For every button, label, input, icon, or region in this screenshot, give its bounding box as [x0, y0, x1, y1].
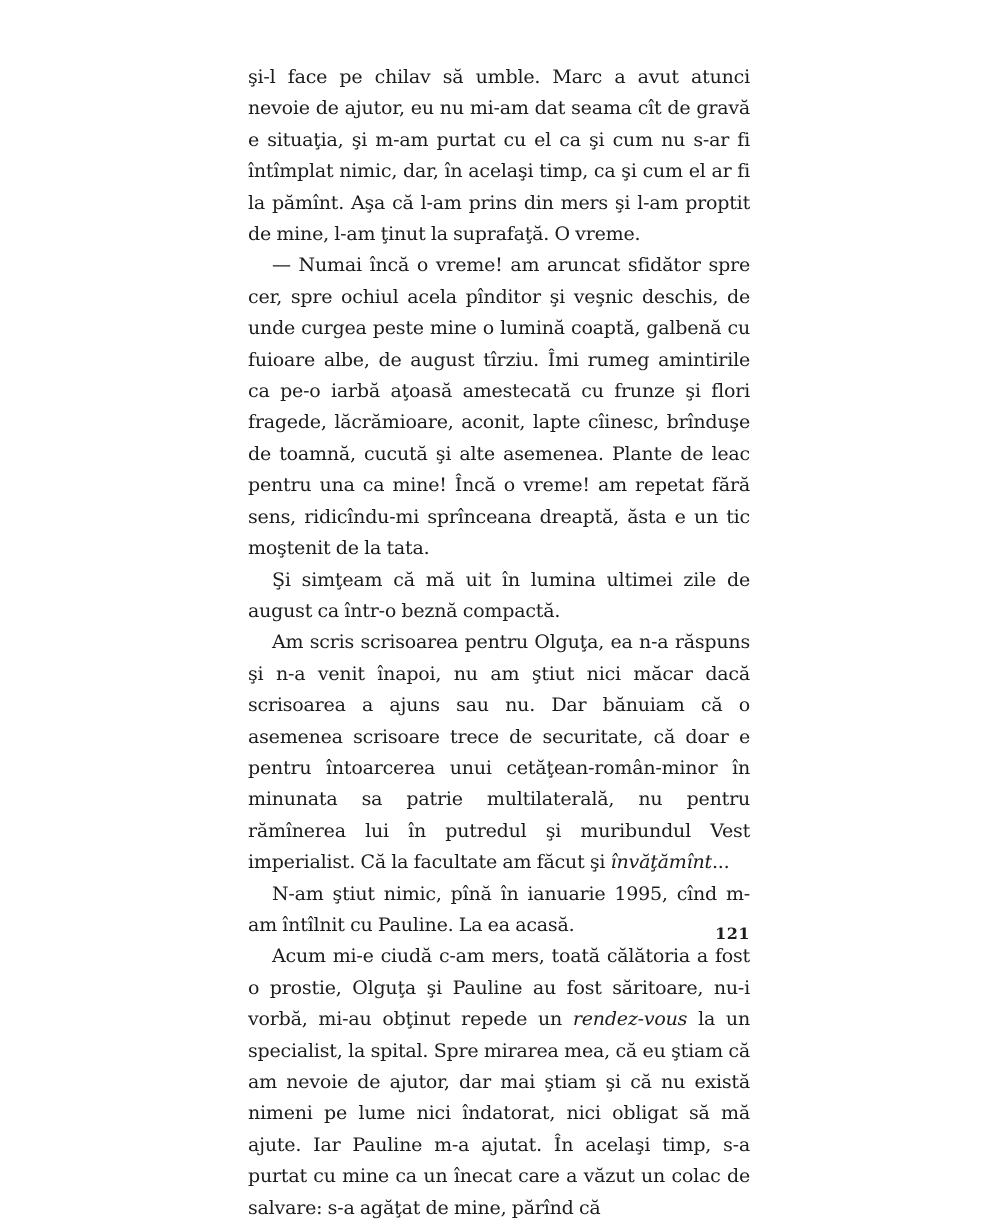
paragraph-4-text: Am scris scrisoarea pentru Olguţa, ea n-a răspuns şi n-a venit înapoi, nu am ştiut nici măcar dacă scrisoarea a ajuns sau nu. Dar bănuiam că o asemenea scrisoare trece de securitate, că doar e pentru întoarcerea unui cetăţean-român-minor în minunata sa patrie multilaterală, nu pentru rămînerea lui în putredul şi muribundul Vest imperialist. Că la facultate am făcut şi: [248, 631, 750, 874]
paragraph-1: şi-l face pe chilav să umble. Marc a avut atunci nevoie de ajutor, eu nu mi-am dat seama cît de gravă e situaţia, şi m-am purtat cu el ca şi cum nu s-ar fi întîmplat nimic, dar, în acelaşi timp, ca şi cum el ar fi la pămînt. Aşa că l-am prins din mers şi l-am proptit de mine, l-am ţinut la suprafaţă. O vreme.: [248, 66, 750, 246]
paragraph-6-italic: rendez-vous: [572, 1008, 688, 1031]
paragraph-5: N-am ştiut nimic, pînă în ianuarie 1995, cînd m-am întîlnit cu Pauline. La ea acasă.: [248, 882, 750, 936]
paragraph-6: [248, 941, 750, 1224]
paragraph-4: [248, 627, 750, 878]
paragraph-4-italic: învăţămînt: [610, 851, 712, 874]
paragraph-3: Şi simţeam că mă uit în lumina ultimei zile de august ca într-o beznă compactă.: [248, 568, 750, 622]
paragraph-6-text: Acum mi-e ciudă c-am mers, toată călătoria a fost o prostie, Olguţa şi Pauline au fost săritoare, nu-i vorbă, mi-au obţinut repede un: [248, 945, 750, 1031]
book-page-body: [248, 62, 750, 1224]
page-number: 121: [715, 924, 750, 943]
paragraph-4-ellipsis: ...: [711, 851, 730, 874]
paragraph-2: — Numai încă o vreme! am aruncat sfidător spre cer, spre ochiul acela pînditor şi veşnic deschis, de unde curgea peste mine o lumină coaptă, galbenă cu fuioare albe, de august tîrziu. Îmi rumeg amintirile ca pe-o iarbă aţoasă amestecată cu frunze şi flori fragede, lăcrămioare, aconit, lapte cîinesc, brînduşe de toamnă, cucută şi alte asemenea. Plante de leac pentru una ca mine! Încă o vreme! am repetat fără sens, ridicîndu-mi sprînceana dreaptă, ăsta e un tic moştenit de la tata.: [248, 254, 750, 560]
paragraph-6-text-end: la un specialist, la spital. Spre mirarea mea, că eu ştiam că am nevoie de ajutor, dar mai ştiam şi că nu există nimeni pe lume nici îndatorat, nici obligat să mă ajute. Iar Pauline m-a ajutat. În acelaşi timp, s-a purtat cu mine ca un înecat care a văzut un colac de salvare: s-a agăţat de mine, părînd că: [248, 1008, 750, 1219]
